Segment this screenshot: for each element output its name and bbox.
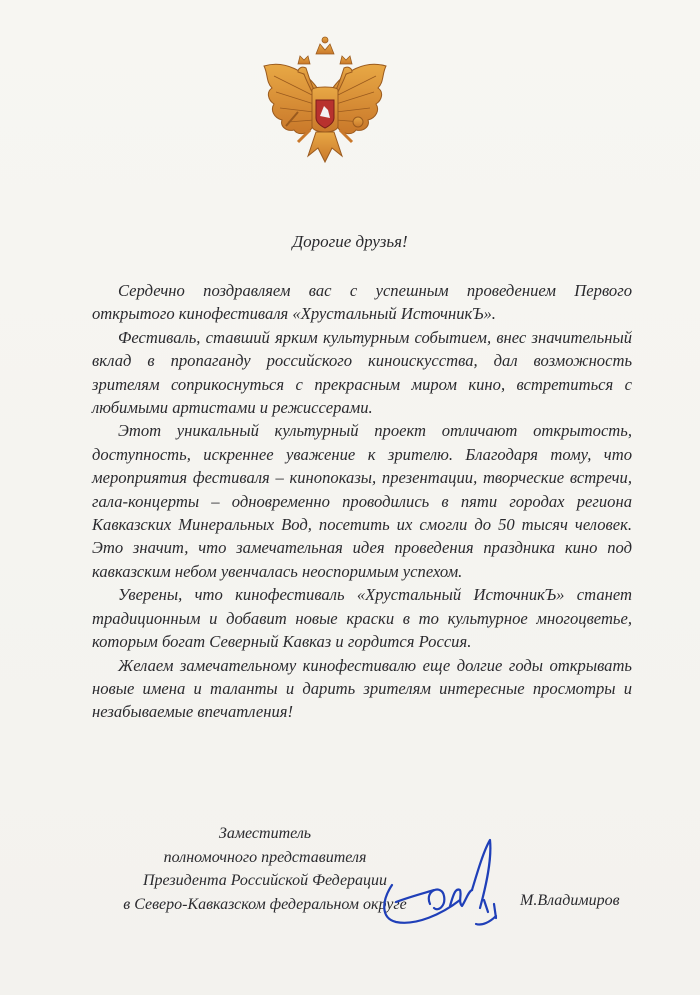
paragraph: Желаем замечательному кинофестивалю еще долгие годы открывать новые имена и таланты и дарить зрителям интересные просмотры и незабываемые впечатления! — [92, 655, 632, 722]
paragraph: Этот уникальный культурный проект отличают открытость, доступность, искреннее уважение к зрителю. Благодаря тому, что мероприятия фестиваля – кинопоказы, презентации, творческие встречи, гала-концерты – одновременно проводились в пяти городах региона Кавказских Минеральных Вод, посетить их смогли до 50 тысяч человек. Это значит, что замечательная идея проведения праздника кино под кавказским небом увенчалась неоспоримым успехом. — [92, 421, 632, 581]
coat-of-arms-emblem — [258, 30, 392, 170]
letter-body — [92, 279, 632, 724]
handwritten-signature — [372, 830, 512, 935]
signatory-title-line: Заместитель — [218, 825, 312, 842]
signatory-title-line: полномочного представителя — [163, 848, 367, 866]
paragraph: Уверены, что кинофестиваль «Хрустальный ИсточникЪ» станет традиционным и добавит новые краски в то культурное многоцветье, которым богат Северный Кавказ и гордится Россия. — [92, 585, 632, 652]
salutation: Дорогие друзья! — [292, 232, 408, 251]
signatory-title-line: Президента Российской Федерации — [142, 872, 388, 889]
paragraph: Фестиваль, ставший ярким культурным событием, внес значительный вклад в пропаганду российского киноискусства, дал возможность зрителям соприкоснуться с прекрасным миром кино, встретиться с любимыми артистами и режиссерами. — [92, 327, 632, 418]
paragraph: Сердечно поздравляем вас с успешным проведением Первого открытого кинофестиваля «Хрустальный ИсточникЪ». — [92, 281, 632, 324]
signatory-name: М.Владимиров — [520, 892, 620, 909]
signatory-title-line: в Северо-Кавказском федеральном округе — [123, 895, 407, 913]
